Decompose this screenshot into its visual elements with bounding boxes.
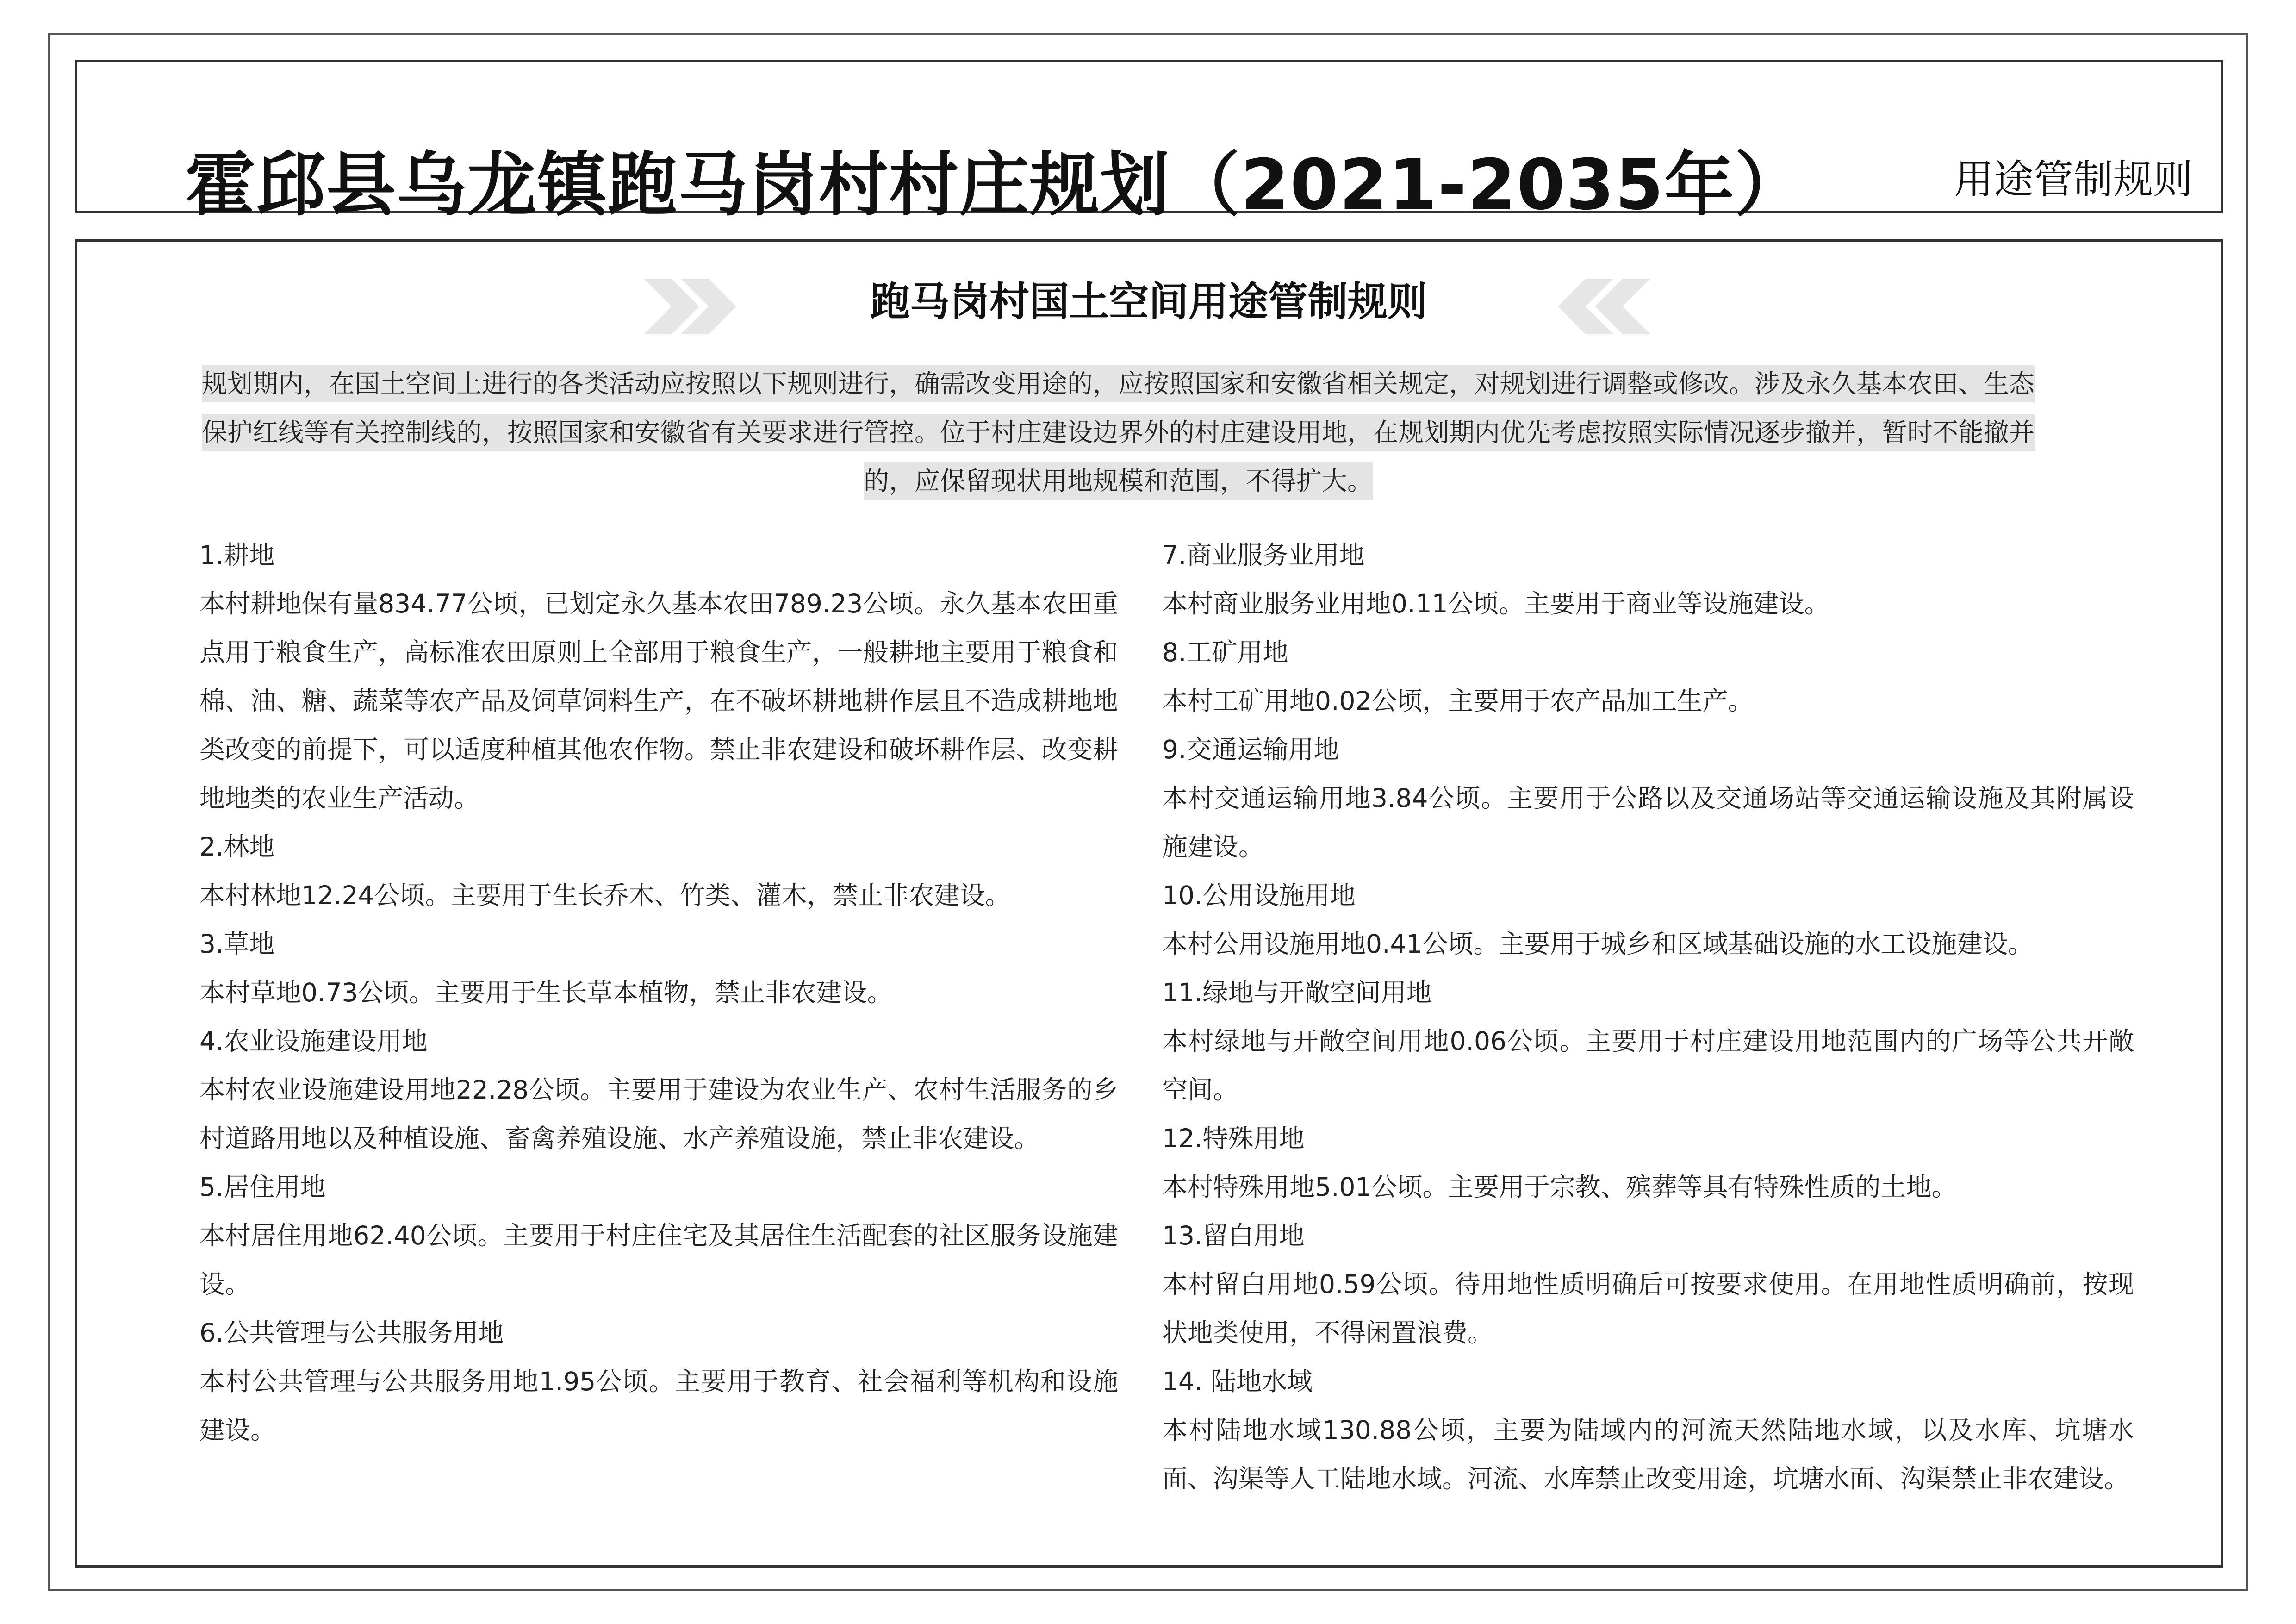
sheet-label: 用途管制规则 [1954,156,2193,203]
rule-heading: 11.绿地与开敞空间用地 [1162,978,1432,1007]
rule-heading: 12.特殊用地 [1162,1124,1305,1153]
rule-text: 本村公共管理与公共服务用地1.95公顷。主要用于教育、社会福利等机构和设施建设。 [199,1367,1118,1445]
rule-text: 本村居住用地62.40公顷。主要用于村庄住宅及其居住生活配套的社区服务设施建设。 [199,1221,1118,1299]
rule-heading: 1.耕地 [199,540,275,570]
rule-heading: 5.居住用地 [199,1172,326,1202]
rule-text: 本村绿地与开敞空间用地0.06公顷。主要用于村庄建设用地范围内的广场等公共开敞空间。 [1162,1026,2134,1105]
rules-left-column [199,531,1118,1455]
intro-text: 规划期内，在国土空间上进行的各类活动应按照以下规则进行，确需改变用途的，应按照国家和安徽省相关规定，对规划进行调整或修改。涉及永久基本农田、生态保护红线等有关控制线的，按照国家和安徽省有关要求进行管控。位于村庄建设边界外的村庄建设用地，在规划期内优先考虑按照实际情况逐步撤并，暂时不能撤并的，应保留现状用地规模和范围，不得扩大。 [202,365,2035,500]
rule-text: 本村工矿用地0.02公顷，主要用于农产品加工生产。 [1162,686,1754,716]
rule-heading: 9.交通运输用地 [1162,735,1339,764]
rule-text: 本村耕地保有量834.77公顷，已划定永久基本农田789.23公顷。永久基本农田重点用于粮食生产，高标准农田原则上全部用于粮食生产，一般耕地主要用于粮食和棉、油、糖、蔬菜等农产品及饲草饲料生产，在不破坏耕地耕作层且不造成耕地地类改变的前提下，可以适度种植其他农作物。禁止非农建设和破坏耕作层、改变耕地地类的农业生产活动。 [199,589,1118,813]
content-panel [75,239,2223,1568]
chevron-left-decoration-icon [1530,279,1650,334]
intro-paragraph [193,360,2044,506]
rule-heading: 3.草地 [199,929,275,959]
rule-text: 本村特殊用地5.01公顷。主要用于宗教、殡葬等具有特殊性质的土地。 [1162,1172,1957,1202]
rule-heading: 6.公共管理与公共服务用地 [199,1318,504,1348]
rule-heading: 4.农业设施建设用地 [199,1026,428,1056]
rule-text: 本村留白用地0.59公顷。待用地性质明确后可按要求使用。在用地性质明确前，按现状地类使用，不得闲置浪费。 [1162,1269,2134,1348]
rule-heading: 13.留白用地 [1162,1221,1305,1250]
rule-text: 本村草地0.73公顷。主要用于生长草本植物，禁止非农建设。 [199,978,893,1007]
rule-heading: 14. 陆地水域 [1162,1367,1313,1396]
rule-heading: 8.工矿用地 [1162,637,1288,667]
rule-heading: 10.公用设施用地 [1162,881,1356,910]
rule-text: 本村公用设施用地0.41公顷。主要用于城乡和区域基础设施的水工设施建设。 [1162,929,2034,959]
rule-text: 本村商业服务业用地0.11公顷。主要用于商业等设施建设。 [1162,589,1830,618]
rule-text: 本村交通运输用地3.84公顷。主要用于公路以及交通场站等交通运输设施及其附属设施建设。 [1162,783,2134,862]
title-block [75,60,2223,225]
rule-text: 本村陆地水域130.88公顷，主要为陆域内的河流天然陆地水域，以及水库、坑塘水面、沟渠等人工陆地水域。河流、水库禁止改变用途，坑塘水面、沟渠禁止非农建设。 [1162,1415,2134,1493]
section-title: 跑马岗村国土空间用途管制规则 [870,279,1427,325]
rules-right-column [1162,531,2134,1503]
rule-heading: 7.商业服务业用地 [1162,540,1365,570]
document-title: 霍邱县乌龙镇跑马岗村村庄规划（2021-2035年） [186,145,1805,225]
rule-text: 本村林地12.24公顷。主要用于生长乔木、竹类、灌木，禁止非农建设。 [199,881,1011,910]
rule-heading: 2.林地 [199,832,275,862]
rule-text: 本村农业设施建设用地22.28公顷。主要用于建设为农业生产、农村生活服务的乡村道路用地以及种植设施、畜禽养殖设施、水产养殖设施，禁止非农建设。 [199,1075,1118,1153]
